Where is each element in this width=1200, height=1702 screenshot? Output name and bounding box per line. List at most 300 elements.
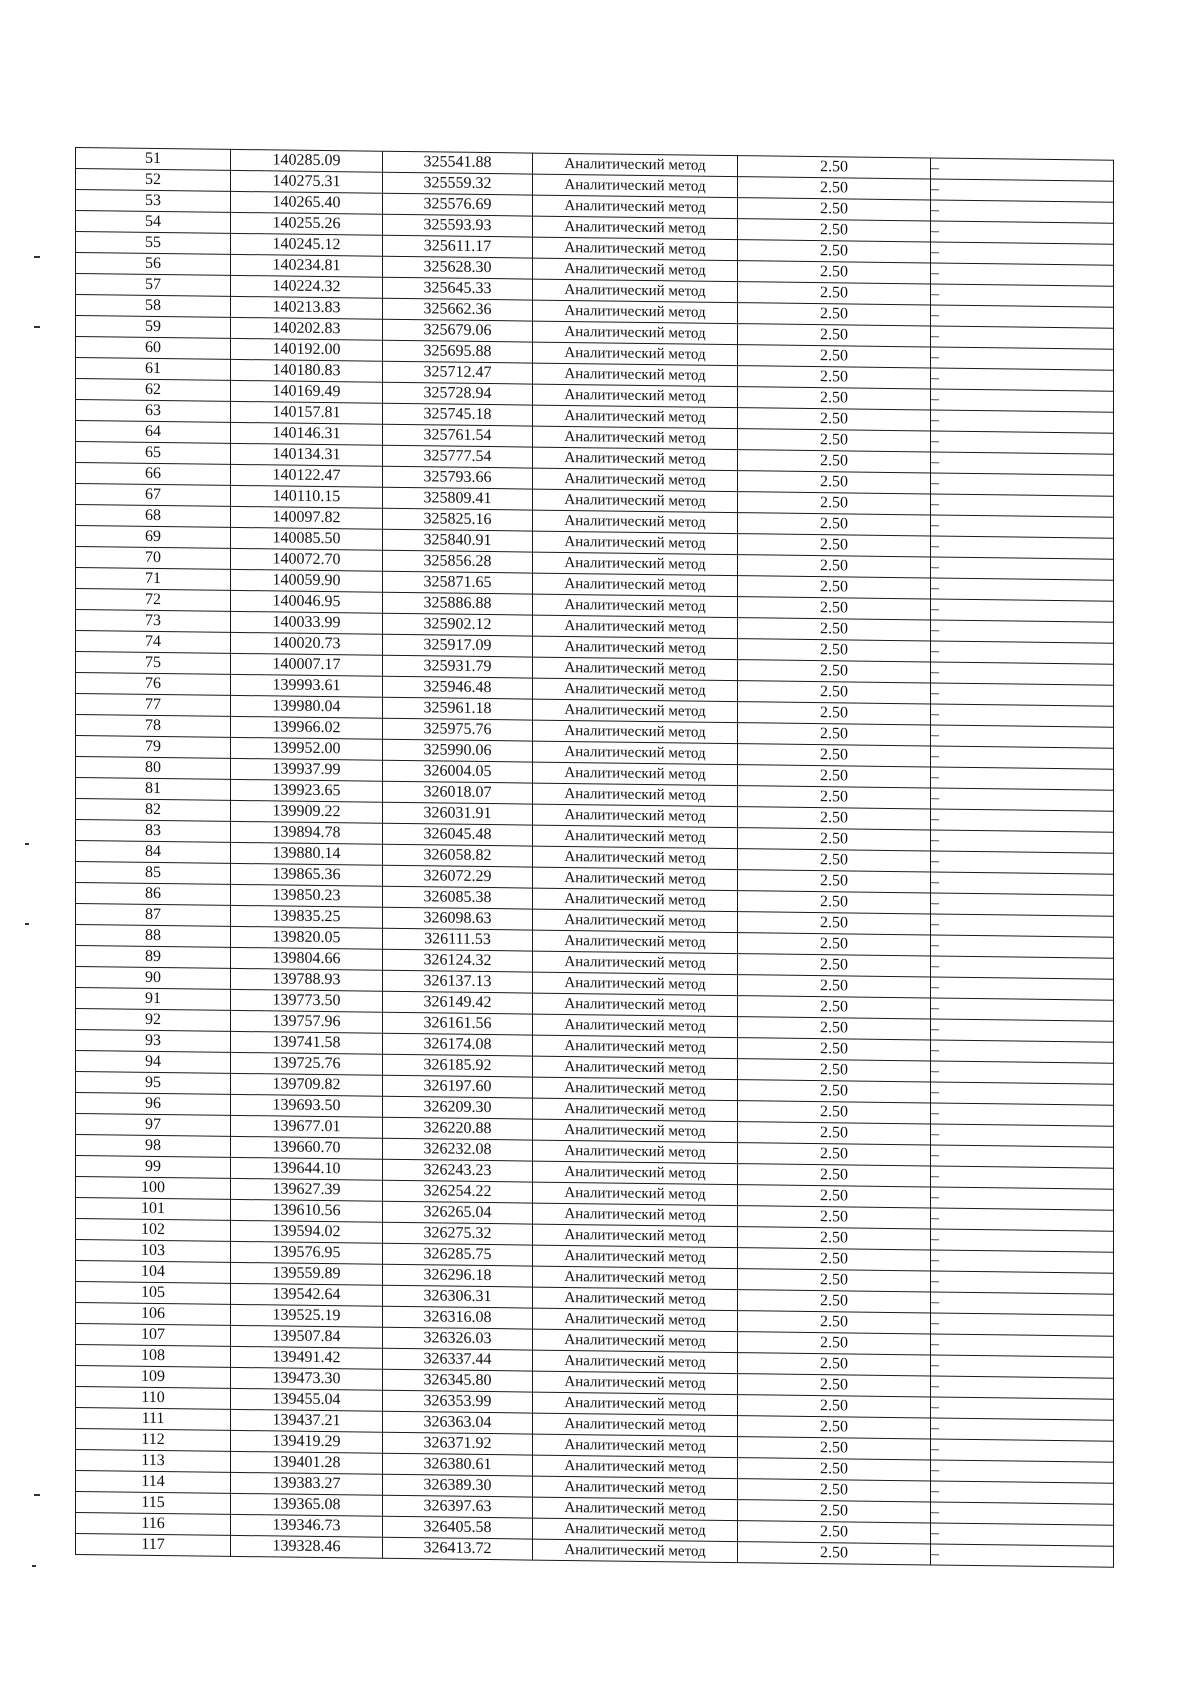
description-cell: –	[931, 641, 1114, 664]
scan-mark	[25, 843, 29, 845]
accuracy-cell: 2.50	[738, 849, 931, 872]
method-cell: Аналитический метод	[533, 1224, 738, 1248]
method-cell: Аналитический метод	[533, 762, 738, 786]
method-cell: Аналитический метод	[533, 867, 738, 891]
description-cell: –	[931, 1061, 1114, 1084]
method-cell: Аналитический метод	[533, 594, 738, 618]
method-cell: Аналитический метод	[533, 1350, 738, 1374]
method-cell: Аналитический метод	[533, 1455, 738, 1479]
y-coordinate: 326326.03	[383, 1327, 533, 1350]
scan-mark	[25, 923, 29, 925]
method-cell: Аналитический метод	[533, 1329, 738, 1353]
row-number: 115	[76, 1492, 231, 1515]
description-cell: –	[931, 263, 1114, 286]
accuracy-cell: 2.50	[738, 807, 931, 830]
x-coordinate: 139937.99	[231, 758, 383, 781]
accuracy-cell: 2.50	[738, 1038, 931, 1061]
row-number: 82	[76, 799, 231, 822]
method-cell: Аналитический метод	[533, 1035, 738, 1059]
x-coordinate: 139644.10	[231, 1157, 383, 1180]
row-number: 93	[76, 1030, 231, 1053]
description-cell: –	[931, 389, 1114, 412]
accuracy-cell: 2.50	[738, 1017, 931, 1040]
y-coordinate: 326045.48	[383, 823, 533, 846]
row-number: 67	[76, 484, 231, 507]
y-coordinate: 326149.42	[383, 991, 533, 1014]
row-number: 54	[76, 211, 231, 234]
row-number: 88	[76, 925, 231, 948]
description-cell: –	[931, 893, 1114, 916]
description-cell: –	[931, 284, 1114, 307]
accuracy-cell: 2.50	[738, 786, 931, 809]
description-cell: –	[931, 452, 1114, 475]
row-number: 103	[76, 1240, 231, 1263]
accuracy-cell: 2.50	[738, 1248, 931, 1271]
x-coordinate: 140192.00	[231, 338, 383, 361]
description-cell: –	[931, 620, 1114, 643]
description-cell: –	[931, 242, 1114, 265]
description-cell: –	[931, 1208, 1114, 1231]
y-coordinate: 325645.33	[383, 277, 533, 300]
row-number: 63	[76, 400, 231, 423]
y-coordinate: 326296.18	[383, 1264, 533, 1287]
accuracy-cell: 2.50	[738, 261, 931, 284]
method-cell: Аналитический метод	[533, 1308, 738, 1332]
method-cell: Аналитический метод	[533, 1434, 738, 1458]
x-coordinate: 139835.25	[231, 905, 383, 928]
description-cell: –	[931, 1082, 1114, 1105]
row-number: 107	[76, 1324, 231, 1347]
description-cell: –	[931, 746, 1114, 769]
description-cell: –	[931, 578, 1114, 601]
accuracy-cell: 2.50	[738, 765, 931, 788]
row-number: 78	[76, 715, 231, 738]
y-coordinate: 325628.30	[383, 256, 533, 279]
description-cell: –	[931, 830, 1114, 853]
accuracy-cell: 2.50	[738, 1101, 931, 1124]
row-number: 73	[76, 610, 231, 633]
accuracy-cell: 2.50	[738, 303, 931, 326]
accuracy-cell: 2.50	[738, 996, 931, 1019]
description-cell: –	[931, 704, 1114, 727]
accuracy-cell: 2.50	[738, 954, 931, 977]
x-coordinate: 140169.49	[231, 380, 383, 403]
row-number: 112	[76, 1429, 231, 1452]
description-cell: –	[931, 872, 1114, 895]
x-coordinate: 139741.58	[231, 1031, 383, 1054]
method-cell: Аналитический метод	[533, 1077, 738, 1101]
accuracy-cell: 2.50	[738, 660, 931, 683]
y-coordinate: 325745.18	[383, 403, 533, 426]
method-cell: Аналитический метод	[533, 1413, 738, 1437]
y-coordinate: 326389.30	[383, 1474, 533, 1497]
y-coordinate: 326124.32	[383, 949, 533, 972]
method-cell: Аналитический метод	[533, 1476, 738, 1500]
row-number: 108	[76, 1345, 231, 1368]
description-cell: –	[931, 1019, 1114, 1042]
row-number: 96	[76, 1093, 231, 1116]
x-coordinate: 140046.95	[231, 590, 383, 613]
y-coordinate: 325917.09	[383, 634, 533, 657]
description-cell: –	[931, 1397, 1114, 1420]
y-coordinate: 325871.65	[383, 571, 533, 594]
method-cell: Аналитический метод	[533, 1518, 738, 1542]
accuracy-cell: 2.50	[738, 513, 931, 536]
description-cell: –	[931, 179, 1114, 202]
y-coordinate: 326345.80	[383, 1369, 533, 1392]
method-cell: Аналитический метод	[533, 237, 738, 261]
y-coordinate: 326285.75	[383, 1243, 533, 1266]
method-cell: Аналитический метод	[533, 342, 738, 366]
method-cell: Аналитический метод	[533, 657, 738, 681]
x-coordinate: 139507.84	[231, 1325, 383, 1348]
x-coordinate: 140134.31	[231, 443, 383, 466]
accuracy-cell: 2.50	[738, 324, 931, 347]
method-cell: Аналитический метод	[533, 1056, 738, 1080]
method-cell: Аналитический метод	[533, 909, 738, 933]
row-number: 70	[76, 547, 231, 570]
row-number: 104	[76, 1261, 231, 1284]
y-coordinate: 325931.79	[383, 655, 533, 678]
row-number: 111	[76, 1408, 231, 1431]
description-cell: –	[931, 1355, 1114, 1378]
description-cell: –	[931, 326, 1114, 349]
row-number: 64	[76, 421, 231, 444]
y-coordinate: 325593.93	[383, 214, 533, 237]
description-cell: –	[931, 494, 1114, 517]
y-coordinate: 326098.63	[383, 907, 533, 930]
x-coordinate: 140007.17	[231, 653, 383, 676]
x-coordinate: 140180.83	[231, 359, 383, 382]
y-coordinate: 326353.99	[383, 1390, 533, 1413]
y-coordinate: 325559.32	[383, 172, 533, 195]
row-number: 114	[76, 1471, 231, 1494]
accuracy-cell: 2.50	[738, 1311, 931, 1334]
row-number: 98	[76, 1135, 231, 1158]
coordinates-table-body	[76, 148, 1114, 1568]
y-coordinate: 325975.76	[383, 718, 533, 741]
x-coordinate: 139346.73	[231, 1514, 383, 1537]
description-cell: –	[931, 368, 1114, 391]
row-number: 56	[76, 253, 231, 276]
y-coordinate: 325793.66	[383, 466, 533, 489]
row-number: 65	[76, 442, 231, 465]
method-cell: Аналитический метод	[533, 426, 738, 450]
method-cell: Аналитический метод	[533, 804, 738, 828]
method-cell: Аналитический метод	[533, 636, 738, 660]
row-number: 57	[76, 274, 231, 297]
row-number: 59	[76, 316, 231, 339]
accuracy-cell: 2.50	[738, 492, 931, 515]
y-coordinate: 325809.41	[383, 487, 533, 510]
row-number: 62	[76, 379, 231, 402]
x-coordinate: 139725.76	[231, 1052, 383, 1075]
description-cell: –	[931, 914, 1114, 937]
row-number: 80	[76, 757, 231, 780]
description-cell: –	[931, 767, 1114, 790]
method-cell: Аналитический метод	[533, 1014, 738, 1038]
method-cell: Аналитический метод	[533, 447, 738, 471]
y-coordinate: 325946.48	[383, 676, 533, 699]
x-coordinate: 140224.32	[231, 275, 383, 298]
method-cell: Аналитический метод	[533, 930, 738, 954]
row-number: 102	[76, 1219, 231, 1242]
accuracy-cell: 2.50	[738, 366, 931, 389]
row-number: 77	[76, 694, 231, 717]
accuracy-cell: 2.50	[738, 681, 931, 704]
y-coordinate: 325856.28	[383, 550, 533, 573]
description-cell: –	[931, 1376, 1114, 1399]
method-cell: Аналитический метод	[533, 951, 738, 975]
description-cell: –	[931, 788, 1114, 811]
accuracy-cell: 2.50	[738, 1059, 931, 1082]
description-cell: –	[931, 1145, 1114, 1168]
row-number: 84	[76, 841, 231, 864]
method-cell: Аналитический метод	[533, 1392, 738, 1416]
description-cell: –	[931, 1250, 1114, 1273]
accuracy-cell: 2.50	[738, 1416, 931, 1439]
x-coordinate: 139804.66	[231, 947, 383, 970]
y-coordinate: 326111.53	[383, 928, 533, 951]
x-coordinate: 140020.73	[231, 632, 383, 655]
x-coordinate: 139788.93	[231, 968, 383, 991]
method-cell: Аналитический метод	[533, 510, 738, 534]
description-cell: –	[931, 305, 1114, 328]
y-coordinate: 326137.13	[383, 970, 533, 993]
accuracy-cell: 2.50	[738, 639, 931, 662]
accuracy-cell: 2.50	[738, 345, 931, 368]
row-number: 91	[76, 988, 231, 1011]
accuracy-cell: 2.50	[738, 1080, 931, 1103]
description-cell: –	[931, 1523, 1114, 1546]
accuracy-cell: 2.50	[738, 219, 931, 242]
accuracy-cell: 2.50	[738, 597, 931, 620]
accuracy-cell: 2.50	[738, 1290, 931, 1313]
accuracy-cell: 2.50	[738, 702, 931, 725]
row-number: 51	[76, 148, 231, 171]
x-coordinate: 139909.22	[231, 800, 383, 823]
y-coordinate: 325611.17	[383, 235, 533, 258]
row-number: 79	[76, 736, 231, 759]
accuracy-cell: 2.50	[738, 1332, 931, 1355]
row-number: 105	[76, 1282, 231, 1305]
x-coordinate: 139419.29	[231, 1430, 383, 1453]
x-coordinate: 139328.46	[231, 1535, 383, 1558]
y-coordinate: 326306.31	[383, 1285, 533, 1308]
accuracy-cell: 2.50	[738, 723, 931, 746]
method-cell: Аналитический метод	[533, 363, 738, 387]
method-cell: Аналитический метод	[533, 1371, 738, 1395]
description-cell: –	[931, 1481, 1114, 1504]
row-number: 94	[76, 1051, 231, 1074]
accuracy-cell: 2.50	[738, 912, 931, 935]
y-coordinate: 326380.61	[383, 1453, 533, 1476]
y-coordinate: 325825.16	[383, 508, 533, 531]
x-coordinate: 139473.30	[231, 1367, 383, 1390]
row-number: 116	[76, 1513, 231, 1536]
row-number: 90	[76, 967, 231, 990]
accuracy-cell: 2.50	[738, 1269, 931, 1292]
accuracy-cell: 2.50	[738, 1185, 931, 1208]
x-coordinate: 139966.02	[231, 716, 383, 739]
accuracy-cell: 2.50	[738, 156, 931, 179]
method-cell: Аналитический метод	[533, 1287, 738, 1311]
y-coordinate: 326232.08	[383, 1138, 533, 1161]
description-cell: –	[931, 1040, 1114, 1063]
method-cell: Аналитический метод	[533, 1182, 738, 1206]
description-cell: –	[931, 1187, 1114, 1210]
row-number: 97	[76, 1114, 231, 1137]
y-coordinate: 325777.54	[383, 445, 533, 468]
description-cell: –	[931, 1334, 1114, 1357]
x-coordinate: 139594.02	[231, 1220, 383, 1243]
description-cell: –	[931, 725, 1114, 748]
x-coordinate: 139923.65	[231, 779, 383, 802]
accuracy-cell: 2.50	[738, 975, 931, 998]
description-cell: –	[931, 1502, 1114, 1525]
method-cell: Аналитический метод	[533, 552, 738, 576]
y-coordinate: 325990.06	[383, 739, 533, 762]
y-coordinate: 325728.94	[383, 382, 533, 405]
scan-mark	[34, 256, 40, 258]
x-coordinate: 140110.15	[231, 485, 383, 508]
row-number: 110	[76, 1387, 231, 1410]
method-cell: Аналитический метод	[533, 783, 738, 807]
row-number: 55	[76, 232, 231, 255]
accuracy-cell: 2.50	[738, 1164, 931, 1187]
x-coordinate: 139880.14	[231, 842, 383, 865]
y-coordinate: 326185.92	[383, 1054, 533, 1077]
scan-mark	[34, 1494, 40, 1496]
row-number: 113	[76, 1450, 231, 1473]
y-coordinate: 325541.88	[383, 151, 533, 174]
x-coordinate: 140213.83	[231, 296, 383, 319]
row-number: 76	[76, 673, 231, 696]
description-cell: –	[931, 683, 1114, 706]
method-cell: Аналитический метод	[533, 468, 738, 492]
y-coordinate: 326004.05	[383, 760, 533, 783]
accuracy-cell: 2.50	[738, 1437, 931, 1460]
description-cell: –	[931, 1229, 1114, 1252]
description-cell: –	[931, 851, 1114, 874]
y-coordinate: 326085.38	[383, 886, 533, 909]
y-coordinate: 325712.47	[383, 361, 533, 384]
y-coordinate: 325961.18	[383, 697, 533, 720]
x-coordinate: 139491.42	[231, 1346, 383, 1369]
row-number: 69	[76, 526, 231, 549]
accuracy-cell: 2.50	[738, 1374, 931, 1397]
x-coordinate: 139437.21	[231, 1409, 383, 1432]
description-cell: –	[931, 1166, 1114, 1189]
accuracy-cell: 2.50	[738, 471, 931, 494]
x-coordinate: 140033.99	[231, 611, 383, 634]
description-cell: –	[931, 515, 1114, 538]
description-cell: –	[931, 410, 1114, 433]
x-coordinate: 139709.82	[231, 1073, 383, 1096]
x-coordinate: 140202.83	[231, 317, 383, 340]
row-number: 71	[76, 568, 231, 591]
scan-mark	[34, 326, 40, 328]
row-number: 100	[76, 1177, 231, 1200]
method-cell: Аналитический метод	[533, 1539, 738, 1563]
row-number: 106	[76, 1303, 231, 1326]
description-cell: –	[931, 347, 1114, 370]
y-coordinate: 326413.72	[383, 1537, 533, 1560]
method-cell: Аналитический метод	[533, 1161, 738, 1185]
y-coordinate: 326220.88	[383, 1117, 533, 1140]
accuracy-cell: 2.50	[738, 1206, 931, 1229]
description-cell: –	[931, 662, 1114, 685]
x-coordinate: 139820.05	[231, 926, 383, 949]
accuracy-cell: 2.50	[738, 891, 931, 914]
row-number: 81	[76, 778, 231, 801]
row-number: 85	[76, 862, 231, 885]
method-cell: Аналитический метод	[533, 1245, 738, 1269]
accuracy-cell: 2.50	[738, 744, 931, 767]
method-cell: Аналитический метод	[533, 489, 738, 513]
x-coordinate: 139952.00	[231, 737, 383, 760]
description-cell: –	[931, 200, 1114, 223]
method-cell: Аналитический метод	[533, 678, 738, 702]
x-coordinate: 140265.40	[231, 191, 383, 214]
y-coordinate: 325761.54	[383, 424, 533, 447]
accuracy-cell: 2.50	[738, 1542, 931, 1565]
method-cell: Аналитический метод	[533, 1140, 738, 1164]
row-number: 109	[76, 1366, 231, 1389]
row-number: 99	[76, 1156, 231, 1179]
row-number: 61	[76, 358, 231, 381]
accuracy-cell: 2.50	[738, 1521, 931, 1544]
y-coordinate: 325886.88	[383, 592, 533, 615]
x-coordinate: 139610.56	[231, 1199, 383, 1222]
row-number: 52	[76, 169, 231, 192]
x-coordinate: 140122.47	[231, 464, 383, 487]
accuracy-cell: 2.50	[738, 1353, 931, 1376]
accuracy-cell: 2.50	[738, 1395, 931, 1418]
y-coordinate: 325840.91	[383, 529, 533, 552]
y-coordinate: 326072.29	[383, 865, 533, 888]
method-cell: Аналитический метод	[533, 1119, 738, 1143]
y-coordinate: 326275.32	[383, 1222, 533, 1245]
x-coordinate: 139455.04	[231, 1388, 383, 1411]
row-number: 101	[76, 1198, 231, 1221]
row-number: 86	[76, 883, 231, 906]
y-coordinate: 326209.30	[383, 1096, 533, 1119]
method-cell: Аналитический метод	[533, 321, 738, 345]
x-coordinate: 140085.50	[231, 527, 383, 550]
method-cell: Аналитический метод	[533, 972, 738, 996]
x-coordinate: 139401.28	[231, 1451, 383, 1474]
method-cell: Аналитический метод	[533, 174, 738, 198]
method-cell: Аналитический метод	[533, 741, 738, 765]
accuracy-cell: 2.50	[738, 618, 931, 641]
accuracy-cell: 2.50	[738, 240, 931, 263]
method-cell: Аналитический метод	[533, 195, 738, 219]
y-coordinate: 326371.92	[383, 1432, 533, 1455]
row-number: 74	[76, 631, 231, 654]
method-cell: Аналитический метод	[533, 216, 738, 240]
description-cell: –	[931, 431, 1114, 454]
description-cell: –	[931, 158, 1114, 181]
x-coordinate: 140072.70	[231, 548, 383, 571]
y-coordinate: 325695.88	[383, 340, 533, 363]
accuracy-cell: 2.50	[738, 1227, 931, 1250]
description-cell: –	[931, 1418, 1114, 1441]
y-coordinate: 325662.36	[383, 298, 533, 321]
method-cell: Аналитический метод	[533, 993, 738, 1017]
row-number: 117	[76, 1534, 231, 1557]
y-coordinate: 326174.08	[383, 1033, 533, 1056]
